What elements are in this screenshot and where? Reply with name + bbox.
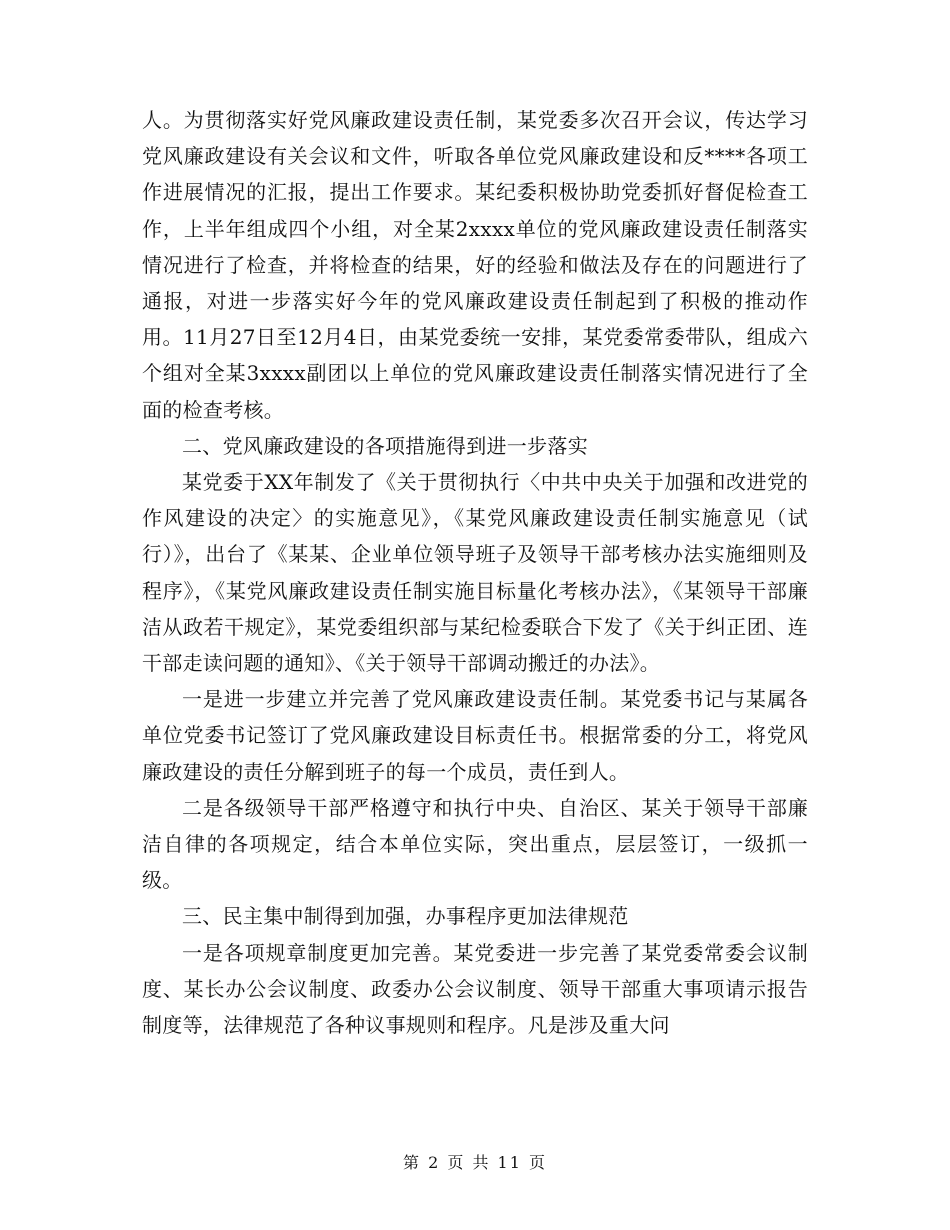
page-footer <box>0 1150 950 1173</box>
section-heading-3: 三、民主集中制得到加强，办事程序更加法律规范 <box>182 904 629 929</box>
footer-prefix: 第 <box>402 1153 421 1172</box>
paragraph-5: 二是各级领导干部严格遵守和执行中央、自治区、某关于领导干部廉洁自律的各项规定，结合本单位实际，突出重点，层层签订，一级抓一级。 <box>142 795 808 893</box>
document-body <box>142 102 808 1043</box>
footer-total-pages: 11 <box>497 1153 522 1172</box>
footer-middle: 页 共 <box>447 1153 491 1172</box>
footer-suffix: 页 <box>529 1153 548 1172</box>
paragraph-4: 一是进一步建立并完善了党风廉政建设责任制。某党委书记与某属各单位党委书记签订了党风廉政建设目标责任书。根据常委的分工，将党风廉政建设的责任分解到班子的每一个成员，责任到人。 <box>142 687 808 784</box>
paragraph-7: 一是各项规章制度更加完善。某党委进一步完善了某党委常委会议制度、某长办公会议制度、政委办公会议制度、领导干部重大事项请示报告制度等，法律规范了各种议事规则和程序。凡是涉及重大问 <box>142 940 808 1038</box>
footer-page-number: 2 <box>428 1153 441 1172</box>
paragraph-1: 人。为贯彻落实好党风廉政建设责任制，某党委多次召开会议，传达学习党风廉政建设有关会议和文件，听取各单位党风廉政建设和反****各项工作进展情况的汇报，提出工作要求。某纪委积极协助党委抓好督促检查工作，上半年组成四个小组，对全某2xxxx单位的党风廉政建设责任制落实情况进行了检查，并将检查的结果，好的经验和做法及存在的问题进行了通报，对进一步落实好今年的党风廉政建设责任制起到了积极的推动作用。11月27日至12月4日，由某党委统一安排，某党委常委带队，组成六个组对全某3xxxx副团以上单位的党风廉政建设责任制落实情况进行了全面的检查考核。 <box>142 108 808 422</box>
paragraph-3: 某党委于XX年制发了《关于贯彻执行〈中共中央关于加强和改进党的作风建设的决定〉的实施意见》，《某党风廉政建设责任制实施意见（试行）》，出台了《某某、企业单位领导班子及领导干部考核办法实施细则及程序》，《某党风廉政建设责任制实施目标量化考核办法》，《某领导干部廉洁从政若干规定》，某党委组织部与某纪检委联合下发了《关于纠正团、连干部走读问题的通知》、《关于领导干部调动搬迁的办法》。 <box>142 470 808 676</box>
section-heading-2: 二、党风廉政建设的各项措施得到进一步落实 <box>182 433 588 458</box>
